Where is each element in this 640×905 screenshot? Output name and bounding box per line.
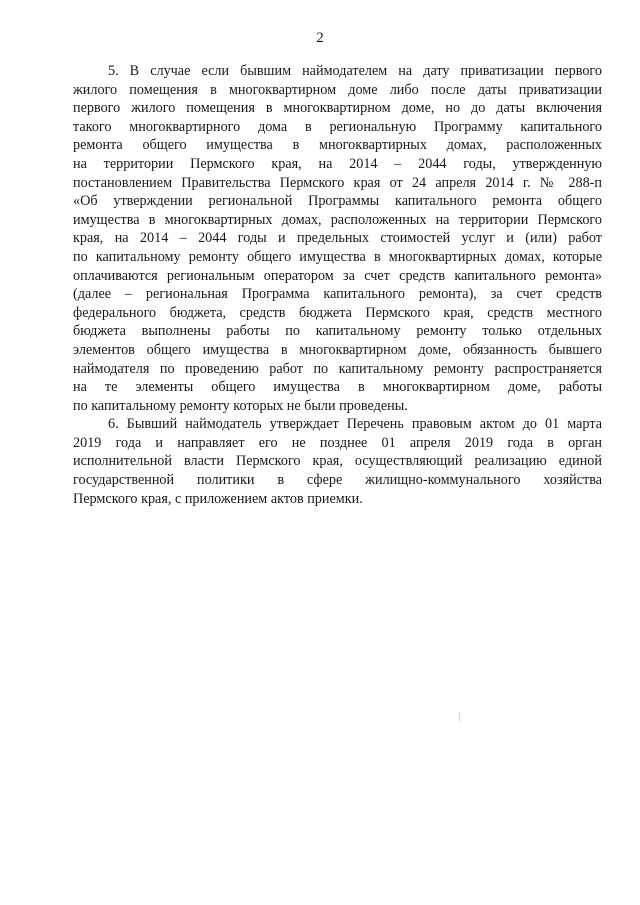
paragraph-line: по капитальному ремонту общего имущества в многоквартирных домах, которые xyxy=(73,248,602,265)
document-body xyxy=(73,62,602,508)
paragraph-line: такого многоквартирного дома в региональную Программу капитального xyxy=(73,118,602,135)
paragraph-line: края, на 2014 – 2044 годы и предельных стоимостей услуг и (или) работ xyxy=(73,230,602,247)
paragraph-line: 6. Бывший наймодатель утверждает Перечень правовым актом до 01 марта xyxy=(108,416,602,433)
paragraph-line: на территории Пермского края, на 2014 – 2044 годы, утвержденную xyxy=(73,155,602,172)
paragraph-line: 2019 года и направляет его не позднее 01 апреля 2019 года в орган xyxy=(73,434,602,451)
paragraph-line: «Об утверждении региональной Программы капитального ремонта общего xyxy=(73,193,602,210)
paragraph-line: первого жилого помещения в многоквартирном доме, но до даты включения xyxy=(73,100,602,117)
paragraph-line: 5. В случае если бывшим наймодателем на дату приватизации первого xyxy=(108,63,602,79)
scan-artifact xyxy=(459,712,460,722)
paragraph-line: федерального бюджета, средств бюджета Пермского края, средств местного xyxy=(73,304,602,321)
paragraph-line: оплачиваются региональным оператором за счет средств капитального ремонта» xyxy=(73,267,602,284)
paragraph-line: (далее – региональная Программа капитального ремонта), за счет средств xyxy=(73,286,602,303)
paragraph-line: ремонта общего имущества в многоквартирных домах, расположенных xyxy=(73,137,602,154)
page-number: 2 xyxy=(316,30,324,46)
paragraph-line: бюджета выполнены работы по капитальному ремонту только отдельных xyxy=(73,323,602,340)
paragraph-5 xyxy=(73,62,602,415)
paragraph-line: жилого помещения в многоквартирном доме либо после даты приватизации xyxy=(73,81,602,98)
paragraph-line: государственной политики в сфере жилищно-коммунального хозяйства xyxy=(73,472,602,489)
paragraph-6 xyxy=(73,415,602,508)
paragraph-line: по капитальному ремонту которых не были проведены. xyxy=(73,397,408,414)
paragraph-line: Пермского края, с приложением актов приемки. xyxy=(73,490,363,507)
paragraph-line: исполнительной власти Пермского края, осуществляющий реализацию единой xyxy=(73,453,602,470)
paragraph-line: на те элементы общего имущества в многоквартирном доме, работы xyxy=(73,379,602,396)
paragraph-line: имущества в многоквартирных домах, расположенных на территории Пермского xyxy=(73,211,602,228)
paragraph-line: постановлением Правительства Пермского края от 24 апреля 2014 г. № 288-п xyxy=(73,174,602,191)
paragraph-line: элементов общего имущества в многоквартирном доме, обязанность бывшего xyxy=(73,341,602,358)
paragraph-line: наймодателя по проведению работ по капитальному ремонту распространяется xyxy=(73,360,602,377)
